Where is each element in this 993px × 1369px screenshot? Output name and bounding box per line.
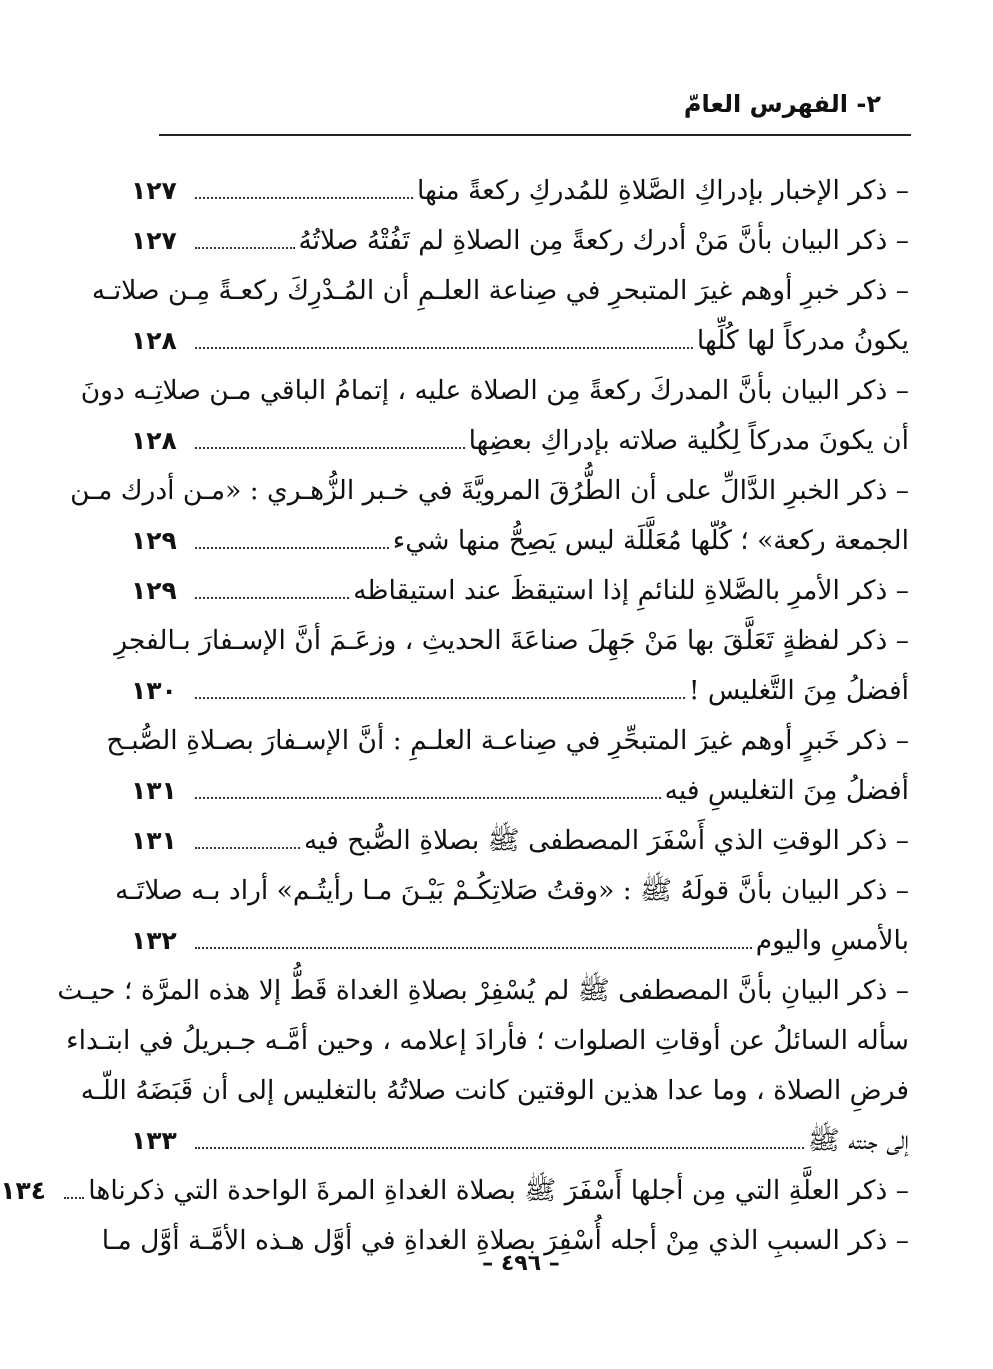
index-entry <box>57 966 909 1166</box>
entry-title: – ذكر السببِ الذي مِنْ أجله أُسْفِرَ بصلاةِ الغداةِ في أوَّل هـذه الأمَّـة أوَّل مـا <box>101 1225 909 1256</box>
entry-title: أفضلُ مِنَ التَّغليس ! <box>688 675 909 706</box>
entry-title: أن يكونَ مدركاً لِكُلية صلاته بإدراكِ بعضِها <box>468 425 909 456</box>
entry-page-number: ١٢٧ <box>131 176 177 205</box>
entry-title: – ذكر الوقتِ الذي أَسْفَرَ المصطفى ﷺ بصلاةِ الصُّبح فيه <box>303 825 909 856</box>
dot-leader <box>195 596 349 599</box>
entry-page-number: ١٣٣ <box>131 1126 177 1155</box>
entry-page-number: ١٣١ <box>131 826 177 855</box>
index-entry <box>114 616 909 716</box>
dot-leader <box>195 946 752 949</box>
entry-title: أفضلُ مِنَ التغليسِ فيه <box>664 775 909 806</box>
entry-text-line: – ذكر الخبرِ الدَّالِّ على أن الطُّرُقَ المرويَّةَ في خـبر الزُّهـري : «مـن أدرك مـن <box>70 475 909 506</box>
index-entry <box>70 466 909 566</box>
dot-leader <box>195 1146 804 1149</box>
entry-title: – ذكر العلَّةِ التي مِن أجلها أَسْفَرَ ﷺ بصلاة الغداةِ المرةَ الواحدة التي ذكرناها <box>88 1175 909 1206</box>
entry-final-line <box>131 1116 909 1166</box>
entry-final-line <box>131 566 909 616</box>
dot-leader <box>195 546 389 549</box>
entry-final-line <box>131 416 909 466</box>
index-entry <box>91 266 909 366</box>
dot-leader <box>195 346 693 349</box>
entry-title: – ذكر الأمرِ بالصَّلاةِ للنائمِ إذا استيقظَ عند استيقاظه <box>353 575 909 606</box>
index-entry <box>131 816 909 866</box>
dot-leader <box>195 846 300 849</box>
entry-final-line <box>131 166 909 216</box>
page-number: – ٤٩٦ – <box>482 1251 560 1276</box>
entry-page-number: ١٢٨ <box>131 326 177 355</box>
dot-leader <box>195 696 685 699</box>
entry-final-line <box>131 216 909 266</box>
entry-text-line: سأله السائلُ عن أوقاتِ الصلوات ؛ فأرادَ إعلامه ، وحين أمَّـه جـبريلُ في ابتـداء <box>66 1025 909 1056</box>
dot-leader <box>64 1196 84 1199</box>
entry-final-line <box>131 316 909 366</box>
header-divider <box>159 134 911 136</box>
entry-page-number: ١٣٠ <box>131 676 177 705</box>
entry-text-line: – ذكر لفظةٍ تَعَلَّقَ بها مَنْ جَهِلَ صناعَةَ الحديثِ ، وزعَـمَ أنَّ الإسـفارَ بـالفجرِ <box>114 625 909 656</box>
page-header-title: ٢- الفهرس العامّ <box>683 90 881 118</box>
entry-final-line <box>0 1166 909 1216</box>
entry-page-number: ١٣١ <box>131 776 177 805</box>
entry-final-line <box>131 666 909 716</box>
index-entry <box>131 566 909 616</box>
entry-page-number: ١٣٤ <box>0 1176 47 1205</box>
entry-final-line <box>131 916 909 966</box>
index-entry <box>131 166 909 216</box>
dot-leader <box>195 796 661 799</box>
entry-final-line <box>131 766 909 816</box>
index-list <box>0 166 909 1266</box>
dot-leader <box>195 446 465 449</box>
entry-text-line: – ذكر البيانِ بأنَّ المصطفى ﷺ لم يُسْفِرْ بصلاةِ الغداة قَطُّ إلا هذه المرَّة ؛ حيـث <box>57 975 909 1006</box>
index-entry <box>106 716 909 816</box>
index-entry <box>115 866 909 966</box>
entry-title: إلى جنته ﷺ <box>807 1125 909 1156</box>
entry-text-line: فرضِ الصلاة ، وما عدا هذين الوقتين كانت صلاتُهُ بالتغليس إلى أن قَبَضَهُ اللّـه <box>80 1075 909 1106</box>
entry-title: بالأمسِ واليوم <box>755 925 909 956</box>
entry-text-line: – ذكر خَبرٍ أوهم غيرَ المتبحِّرِ في صِناعـة العلـمِ : أنَّ الإسـفارَ بصـلاةِ الصُّبـح <box>106 725 909 756</box>
entry-page-number: ١٣٢ <box>131 926 177 955</box>
entry-page-number: ١٢٨ <box>131 426 177 455</box>
index-entry <box>0 1166 909 1216</box>
entry-text-line: – ذكر البيان بأنَّ المدركَ ركعةً مِن الصلاة عليه ، إتمامُ الباقي مـن صلاتِـه دونَ <box>80 375 909 406</box>
entry-final-line <box>131 516 909 566</box>
dot-leader <box>195 196 413 199</box>
entry-text-line: – ذكر البيان بأنَّ قولَهُ ﷺ : «وقتُ صَلاتِكُـمْ بَيْـنَ مـا رأيتُـم» أراد بـه صلاتَـه <box>115 875 909 906</box>
entry-title: – ذكر الإخبار بإدراكِ الصَّلاةِ للمُدركِ ركعةً منها <box>417 175 909 206</box>
entry-page-number: ١٢٩ <box>131 576 177 605</box>
entry-page-number: ١٢٩ <box>131 526 177 555</box>
index-entry <box>131 216 909 266</box>
entry-title: الجمعة ركعة» ؛ كُلّها مُعَلَّلَة ليس يَصِحُّ منها شيء <box>392 525 909 556</box>
entry-text-line: – ذكر خبرِ أوهم غيرَ المتبحرِ في صِناعة العلـمِ أن المُـدْرِكَ ركعـةً مِـن صلاتـه <box>91 275 909 306</box>
entry-title: يكونُ مدركاً لها كُلِّها <box>696 325 909 356</box>
entry-title: – ذكر البيان بأنَّ مَنْ أدرك ركعةً مِن الصلاةِ لم تَفُتْهُ صلاتُهُ <box>298 225 909 256</box>
entry-final-line <box>131 816 909 866</box>
dot-leader <box>195 246 295 249</box>
entry-page-number: ١٢٧ <box>131 226 177 255</box>
index-entry <box>80 366 909 466</box>
